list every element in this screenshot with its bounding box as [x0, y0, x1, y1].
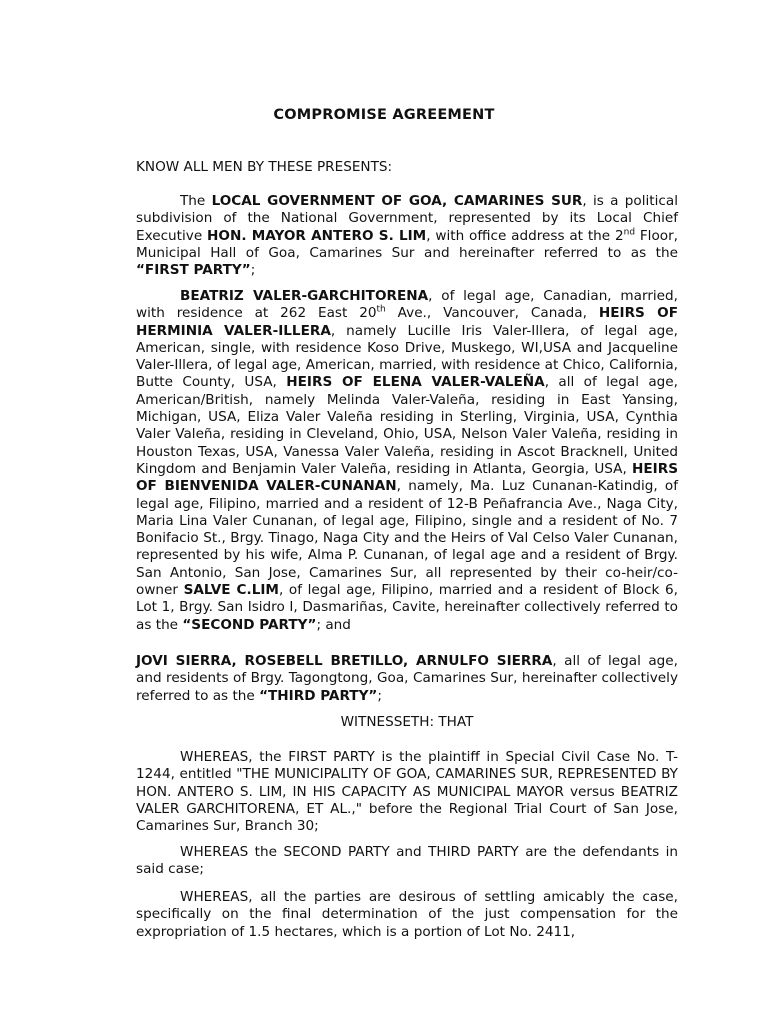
second-party-heirs-cunanan: HEIRS OF BIENVENIDA VALER-CUNANAN	[136, 460, 678, 495]
whereas-clause-3: WHEREAS, all the parties are desirous of settling amicably the case, specifically on the final determination of the just compensation for the expropriation of 1.5 hectares, which is a portion of Lot No. 2411,	[136, 889, 678, 940]
first-party-label: “FIRST PARTY”	[136, 262, 251, 279]
document-title: COMPROMISE AGREEMENT	[273, 107, 495, 123]
second-party-heirs-valena: HEIRS OF ELENA VALER-VALEÑA	[286, 374, 545, 391]
opening-line: KNOW ALL MEN BY THESE PRESENTS:	[136, 159, 393, 175]
first-party-representative: HON. MAYOR ANTERO S. LIM	[207, 227, 427, 244]
second-party-representative: SALVE C.LIM	[183, 582, 279, 599]
first-party-entity: LOCAL GOVERNMENT OF GOA, CAMARINES SUR	[211, 193, 583, 209]
third-party-names: JOVI SIERRA, ROSEBELL BRETILLO, ARNULFO SIERRA	[136, 653, 553, 669]
witnesseth-heading: WITNESSETH: THAT	[340, 714, 474, 730]
third-party-label: “THIRD PARTY”	[259, 687, 378, 704]
first-party-paragraph: The LOCAL GOVERNMENT OF GOA, CAMARINES SUR, is a political subdivision of the National Government, represented by its Local Chief Executive HON. MAYOR ANTERO S. LIM, with office address at the 2nd Floor, Municipal Hall of Goa, Camarines Sur and hereinafter referred to as the “FIRST PARTY”;	[136, 193, 678, 279]
third-party-paragraph: JOVI SIERRA, ROSEBELL BRETILLO, ARNULFO SIERRA, all of legal age, and residents of Brgy. Tagongtong, Goa, Camarines Sur, hereinafter collectively referred to as the “THIRD PARTY”;	[136, 653, 678, 704]
second-party-name-1: BEATRIZ VALER-GARCHITORENA	[180, 288, 429, 304]
whereas-clause-1: WHEREAS, the FIRST PARTY is the plaintiff in Special Civil Case No. T-1244, entitled "THE MUNICIPALITY OF GOA, CAMARINES SUR, REPRESENTED BY HON. ANTERO S. LIM, IN HIS CAPACITY AS MUNICIPAL MAYOR versus BEATRIZ VALER GARCHITORENA, ET AL.," before the Regional Trial Court of San Jose, Camarines Sur, Branch 30;	[136, 749, 678, 835]
second-party-paragraph: BEATRIZ VALER-GARCHITORENA, of legal age, Canadian, married, with residence at 262 East 20th Ave., Vancouver, Canada, HEIRS OF HERMINIA VALER-ILLERA, namely Lucille Iris Valer-Illera, of legal age, American, single, with residence Koso Drive, Muskego, WI,USA and Jacqueline Valer-Illera, of legal age, American, married, with residence at Chico, California, Butte County, USA, HEIRS OF ELENA VALER-VALEÑA, all of legal age, American/British, namely Melinda Valer-Valeña, residing in East Yansing, Michigan, USA, Eliza Valer Valeña residing in Sterling, Virginia, USA, Cynthia Valer Valeña, residing in Cleveland, Ohio, USA, Nelson Valer Valeña, residing in Houston Texas, USA, Vanessa Valer Valeña, residing in Ascot Bracknell, United Kingdom and Benjamin Valer Valeña, residing in Atlanta, Georgia, USA, HEIRS OF BIENVENIDA VALER-CUNANAN, namely, Ma. Luz Cunanan-Katindig, of legal age, Filipino, married and a resident of 12-B Peñafrancia Ave., Naga City, Maria Lina Valer Cunanan, of legal age, Filipino, single and a resident of No. 7 Bonifacio St., Brgy. Tinago, Naga City and the Heirs of Val Celso Valer Cunanan, represented by his wife, Alma P. Cunanan, of legal age and a resident of Brgy. San Antonio, San Jose, Camarines Sur, all represented by their co-heir/co-owner SALVE C.LIM, of legal age, Filipino, married and a resident of Block 6, Lot 1, Brgy. San Isidro I, Dasmariñas, Cavite, hereinafter collectively referred to as the “SECOND PARTY”; and	[136, 288, 679, 633]
whereas-clause-2: WHEREAS the SECOND PARTY and THIRD PARTY are the defendants in said case;	[136, 844, 678, 878]
second-party-heirs-illera: HEIRS OF HERMINIA VALER-ILLERA	[136, 305, 678, 339]
second-party-label: “SECOND PARTY”	[182, 616, 317, 633]
